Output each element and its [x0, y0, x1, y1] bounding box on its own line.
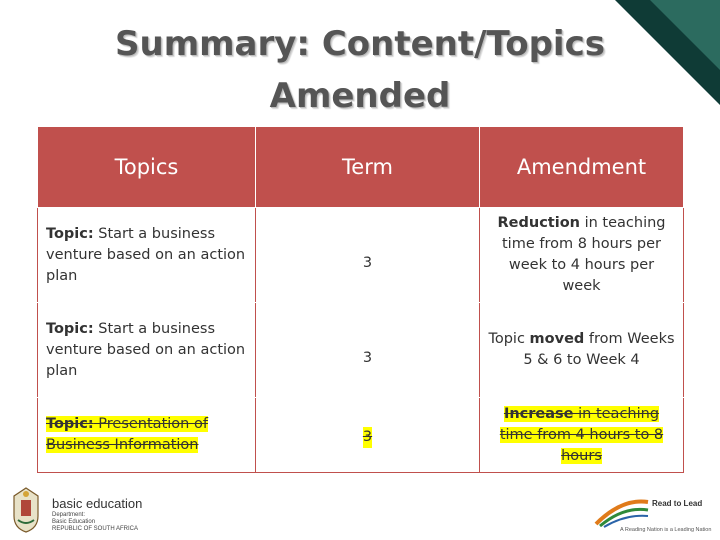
brand-name: basic education [52, 496, 143, 511]
amendment-text: from Weeks 5 & 6 to Week 4 [523, 331, 675, 368]
table-row [38, 303, 684, 398]
amendment-keyword: moved [529, 331, 585, 347]
term-value: 3 [362, 349, 373, 366]
slide-title [80, 18, 640, 122]
swoosh-icon [592, 494, 652, 530]
topic-label: Topic: [46, 320, 94, 337]
dbe-logo [8, 486, 158, 536]
topic-cell-struck [38, 398, 256, 473]
amendment-cell [480, 303, 684, 398]
topic-cell [38, 303, 256, 398]
slide-title-line1: Summary: Content/Topics [115, 24, 605, 64]
slide-title-line2: Amended [269, 76, 451, 116]
topic-cell [38, 208, 256, 303]
table-row [38, 398, 684, 473]
topic-text: Presentation of Business Information [46, 416, 208, 453]
department-text [52, 512, 138, 533]
topic-label: Topic: [46, 416, 94, 432]
amendment-cell-struck [480, 398, 684, 473]
amendment-text: in teaching time from 8 hours per week to 4 hours per week [501, 215, 666, 294]
term-value: 3 [362, 254, 373, 271]
dept-line: REPUBLIC OF SOUTH AFRICA [52, 526, 139, 532]
term-cell-struck [256, 398, 480, 473]
term-cell [256, 208, 480, 303]
table-header-row [38, 127, 684, 208]
corner-decoration-accent [650, 0, 720, 70]
amendment-keyword: Increase [503, 405, 574, 422]
header-amendment: Amendment [480, 127, 684, 208]
topic-label: Topic: [46, 225, 94, 242]
dept-line: Basic Education [52, 519, 96, 525]
amendment-keyword: Reduction [497, 215, 580, 231]
summary-table [37, 126, 684, 473]
read-to-lead-logo [592, 494, 712, 538]
amendment-text: in teaching time from 4 hours to 8 hours [499, 405, 664, 464]
amendment-prefix: Topic [488, 331, 530, 347]
table-row [38, 208, 684, 303]
coat-of-arms-icon [8, 486, 44, 534]
term-value: 3 [363, 427, 372, 448]
header-term: Term [256, 127, 480, 208]
amendment-cell [480, 208, 684, 303]
header-topics: Topics [38, 127, 256, 208]
read-to-lead-title: Read to Lead [652, 499, 703, 508]
read-to-lead-tagline: A Reading Nation is a Leading Nation [620, 527, 712, 533]
term-cell [256, 303, 480, 398]
dept-line: Department: [52, 512, 86, 518]
topic-text: Start a business venture based on an action plan [46, 320, 246, 379]
topic-text: Start a business venture based on an action plan [46, 225, 246, 284]
